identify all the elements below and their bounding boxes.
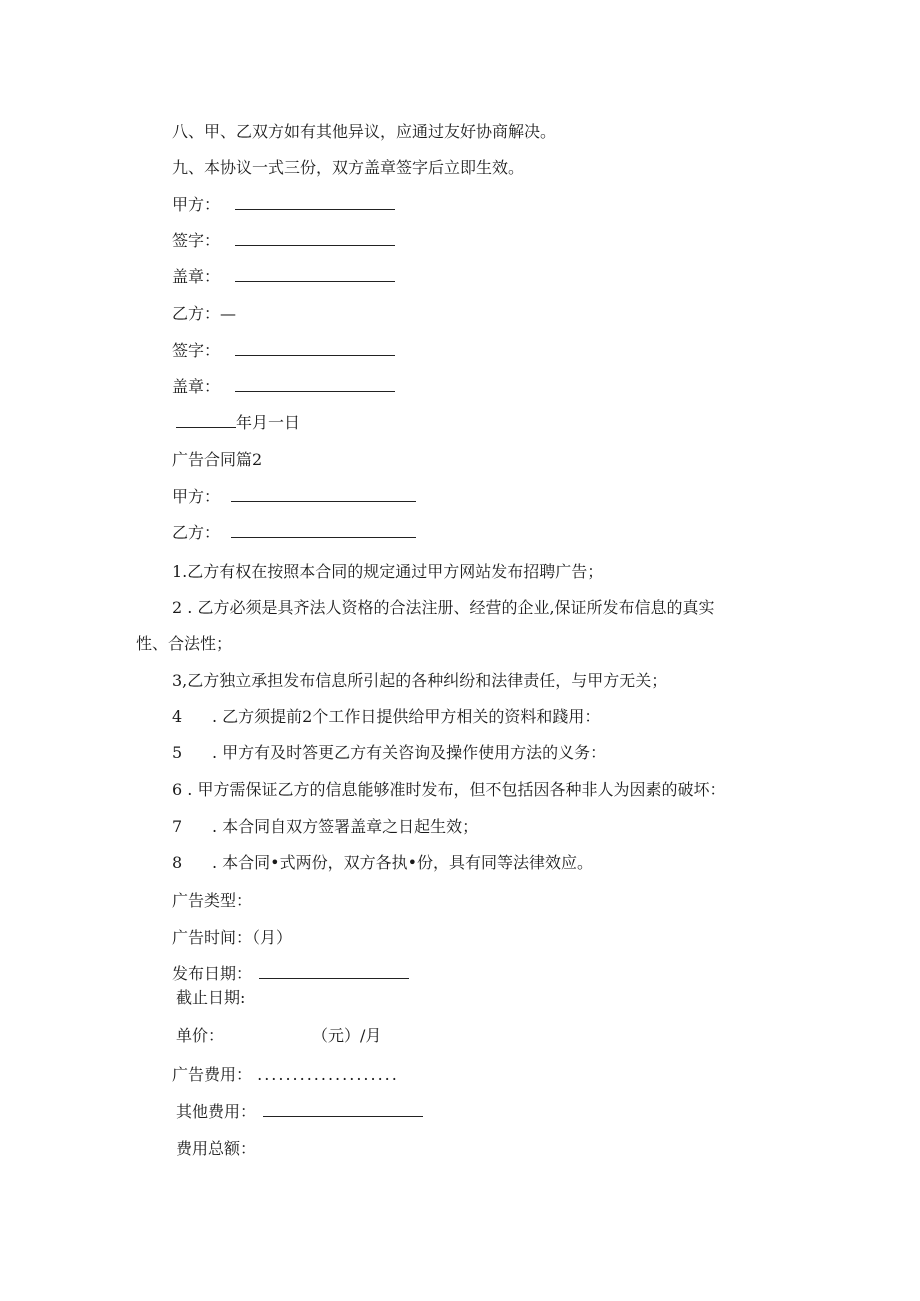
date-label: 年月一日: [236, 413, 301, 432]
item-5-text: . 甲方有及时答更乙方有关咨询及操作使用方法的义务：: [212, 743, 607, 762]
seal-row-2: [172, 377, 395, 397]
field-other-fee-blank: [263, 1102, 423, 1117]
field-total: 费用总额：: [176, 1139, 257, 1158]
clause-8: 八、甲、乙双方如有其他异议，应通过友好协商解决。: [172, 122, 557, 141]
item-2-cont: 性、合法性；: [136, 634, 233, 653]
item-8-number: 8: [172, 853, 183, 872]
sign-label-2: 签字：: [172, 341, 221, 360]
field-publish-row: [172, 964, 409, 984]
item-4-number: 4: [172, 707, 183, 726]
sign-label-1: 签字：: [172, 231, 221, 250]
seal-label-1: 盖章：: [172, 267, 221, 286]
item-8-text: . 本合同•式两份，双方各执•份，具有同等法律效应。: [212, 853, 594, 872]
field-fee-dots: ....................: [257, 1065, 399, 1084]
field-publish-blank: [259, 964, 409, 979]
sign-blank-1: [235, 231, 395, 246]
seal-label-2: 盖章：: [172, 377, 221, 396]
sign-row-2: [172, 341, 395, 361]
field-other-fee-label: 其他费用：: [176, 1102, 257, 1121]
item-7-text: . 本合同自双方签署盖章之日起生效；: [212, 817, 479, 836]
section2-party-b-label: 乙方：: [172, 523, 221, 542]
section2-party-a-row: [172, 487, 416, 507]
field-ad-time: 广告时间：（月）: [172, 928, 293, 947]
section2-party-a-label: 甲方：: [172, 487, 221, 506]
section2-party-b-row: [172, 523, 416, 543]
section-title: 广告合同篇2: [172, 450, 263, 469]
field-unit-price-label: 单价：: [176, 1026, 225, 1045]
item-2: 2 . 乙方必须是具齐法人资格的合法注册、经营的企业,保证所发布信息的真实: [172, 598, 715, 617]
party-a-label: 甲方：: [172, 195, 221, 214]
field-ad-type: 广告类型：: [172, 891, 253, 910]
section2-party-a-blank: [231, 487, 416, 502]
seal-blank-1: [235, 267, 395, 282]
sign-row-1: [172, 231, 395, 251]
item-5-number: 5: [172, 743, 183, 762]
section2-party-b-blank: [231, 523, 416, 538]
party-a-row: [172, 195, 395, 215]
seal-blank-2: [235, 377, 395, 392]
item-3: 3,乙方独立承担发布信息所引起的各种纠纷和法律责任，与甲方无关；: [172, 671, 668, 690]
field-fee-row: [172, 1065, 399, 1085]
party-a-blank: [235, 195, 395, 210]
party-b-label: 乙方：—: [172, 304, 237, 323]
item-1: 1.乙方有权在按照本合同的规定通过甲方网站发布招聘广告；: [172, 562, 604, 581]
seal-row-1: [172, 267, 395, 287]
field-publish-label: 发布日期：: [172, 964, 253, 983]
item-7-number: 7: [172, 817, 183, 836]
date-row: [176, 413, 300, 433]
item-6: 6 . 甲方需保证乙方的信息能够准时发布，但不包括因各种非人为因素的破坏：: [172, 780, 726, 799]
field-unit-price-unit: （元）/月: [312, 1026, 382, 1045]
clause-9: 九、本协议一式三份，双方盖章签字后立即生效。: [172, 158, 525, 177]
field-other-fee-row: [176, 1102, 423, 1122]
field-deadline: 截止日期:: [176, 988, 246, 1007]
item-4-text: . 乙方须提前2个工作日提供给甲方相关的资料和踐用：: [212, 707, 601, 726]
field-fee-label: 广告费用：: [172, 1065, 253, 1084]
date-blank: [176, 413, 236, 428]
sign-blank-2: [235, 341, 395, 356]
